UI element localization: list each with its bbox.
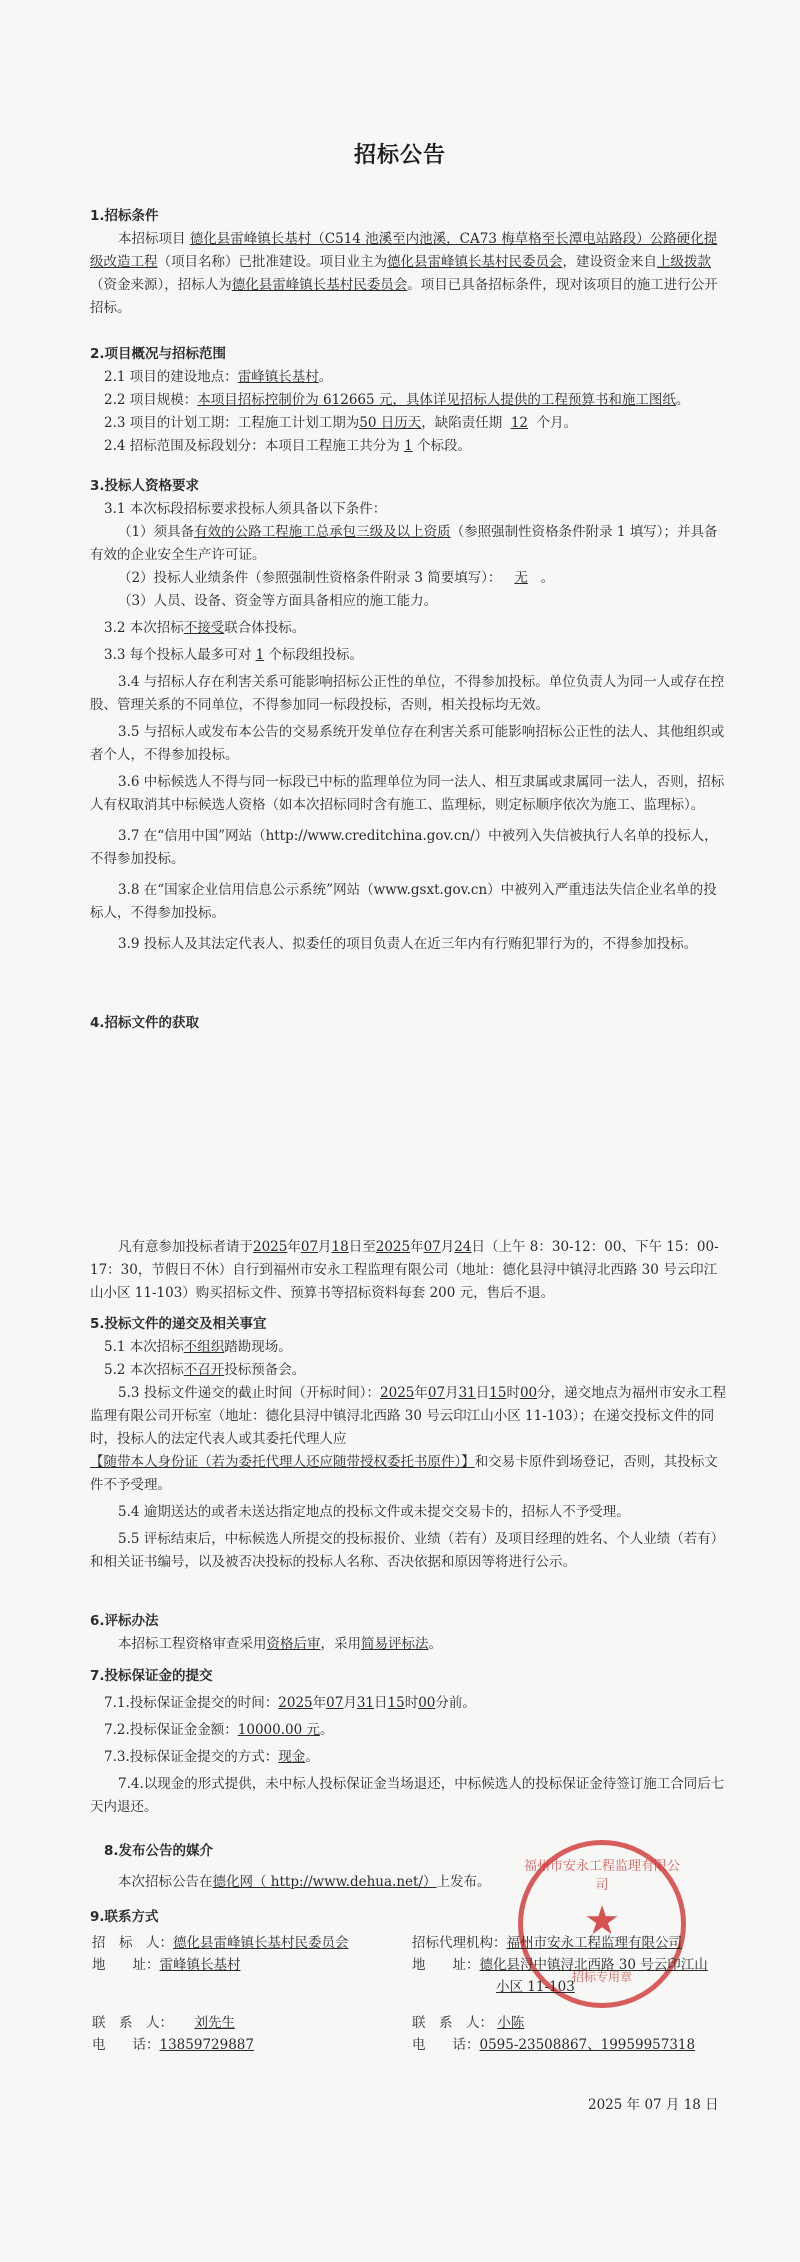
- text: 年: [287, 1239, 301, 1255]
- evaluation-type: 简易评标法: [361, 1636, 429, 1652]
- agency-phone-row: [412, 2034, 722, 2056]
- section-1: [90, 205, 730, 320]
- label: 地 址：: [412, 1957, 480, 1973]
- item-3-6: 3.6 中标候选人不得与同一标段已中标的监理单位为同一法人、相互隶属或隶属同一法人，否则，招标人有权取消其中标候选人资格（如本次招标同时含有施工、监理标，则定标顺序依次为施工、监理标）。: [90, 774, 725, 813]
- text: 个标段组投标。: [268, 647, 363, 663]
- text: 投标预备会。: [224, 1362, 306, 1378]
- end-day: 24: [454, 1239, 472, 1255]
- fund-source: 上级拨款: [657, 254, 711, 270]
- text: 2.2 项目规模：: [104, 392, 198, 408]
- text: 。: [428, 1636, 442, 1652]
- media-link: 德化网（ http://www.dehua.net/）: [212, 1874, 437, 1890]
- section-4-heading: 4.招标文件的获取: [90, 1015, 200, 1031]
- item-2-3: [90, 412, 730, 435]
- text: 。: [305, 1749, 319, 1765]
- text: 2.1 项目的建设地点：: [104, 369, 238, 385]
- deposit-year: 2025: [278, 1695, 313, 1711]
- item-3-1-1: [90, 521, 730, 567]
- deadline-year: 2025: [380, 1385, 415, 1401]
- item-3-3: [90, 644, 730, 667]
- agency-address: 德化县浔中镇浔北西路 30 号云印江山: [479, 1957, 708, 1973]
- section-9-heading: 9.联系方式: [90, 1909, 159, 1925]
- page-title: 招标公告: [353, 143, 446, 168]
- text: 本招标工程资格审查采用: [118, 1636, 267, 1652]
- section-2-heading: 2.项目概况与招标范围: [90, 346, 227, 362]
- item-5-3: [90, 1382, 730, 1497]
- text: 时: [506, 1385, 520, 1401]
- deposit-amount: 10000.00 元: [237, 1722, 320, 1738]
- item-2-4: [90, 435, 730, 458]
- agency-address-row: [412, 1954, 722, 1976]
- item-5-5: 5.5 评标结束后，中标候选人所提交的投标报价、业绩（若有）及项目经理的姓名、个人业绩（若有）和相关证书编号，以及被否决投标的投标人名称、否决依据和原因等将进行公示。: [90, 1531, 725, 1570]
- text: 分，递交地点为福州市安永工程监理有限公司开标室（地址：德化县浔中镇浔北西路 30 号云印江山小区 11-103）；在递交投标文件的同时，投标人的法定代表人或其委托代理人应: [90, 1385, 727, 1447]
- deposit-month: 07: [326, 1695, 344, 1711]
- text: 年: [414, 1385, 428, 1401]
- start-day: 18: [331, 1239, 349, 1255]
- item-3-1: 3.1 本次标段招标要求投标人须具备以下条件：: [104, 501, 387, 517]
- agency-row: [412, 1932, 722, 1954]
- section-6: [90, 1610, 730, 1656]
- end-year: 2025: [375, 1239, 411, 1255]
- section-4: [90, 1012, 730, 1035]
- agency-name: 福州市安永工程监理有限公司: [506, 1935, 682, 1951]
- text: 个月。: [536, 415, 578, 431]
- text: 。: [319, 1722, 334, 1738]
- section-7-heading: 7.投标保证金的提交: [90, 1668, 213, 1684]
- section-1-heading: 1.招标条件: [90, 208, 159, 224]
- section-2: [90, 343, 730, 458]
- text: 分前。: [435, 1695, 476, 1711]
- label: 招 标 人：: [92, 1935, 173, 1951]
- text: 。: [318, 369, 333, 385]
- item-3-8: 3.8 在“国家企业信用信息公示系统”网站（www.gsxt.gov.cn）中被列入严重违法失信企业名单的投标人，不得参加投标。: [90, 882, 717, 921]
- deposit-hour: 15: [387, 1695, 405, 1711]
- text: 7.2.投标保证金金额：: [104, 1722, 238, 1738]
- text: 时: [404, 1695, 419, 1711]
- project-owner: 德化县雷峰镇长基村民委员会: [387, 254, 563, 270]
- text: （1）须具备: [118, 524, 195, 540]
- text: 月: [445, 1385, 459, 1401]
- id-requirement: 【随带本人身份证（若为委托代理人还应随带授权委托书原件）】: [90, 1454, 475, 1470]
- section-5: [90, 1313, 730, 1574]
- start-month: 07: [300, 1239, 319, 1255]
- announcement-date: 2025 年 07 月 18 日: [588, 2097, 719, 2113]
- item-5-4: 5.4 逾期送达的或者未送达指定地点的投标文件或未提交交易卡的，招标人不予受理。: [118, 1504, 630, 1520]
- tenderer-address: 雷峰镇长基村: [159, 1957, 241, 1973]
- site-visit: 不组织: [183, 1339, 225, 1355]
- text: 和交易卡原件到场登记，否则，其投标文件不予受理。: [90, 1454, 718, 1493]
- text: 凡有意参加投标者请于: [118, 1239, 253, 1255]
- purchase-info: [90, 1236, 730, 1305]
- text: 日: [475, 1385, 490, 1401]
- item-5-1: [90, 1336, 730, 1359]
- contact-row: [92, 2012, 412, 2034]
- text: 2.4 招标范围及标段划分：本项目工程施工共分为: [104, 438, 400, 454]
- defect-period: 12: [510, 415, 529, 431]
- item-3-2: [90, 617, 730, 640]
- deposit-method: 现金: [278, 1749, 306, 1765]
- deadline-day: 31: [458, 1385, 476, 1401]
- text: 3.3 每个投标人最多可对: [104, 647, 252, 663]
- tenderer-contact-person: 刘先生: [194, 2015, 235, 2031]
- seal-text: 福州市安永工程监理有限公司: [523, 1859, 680, 1893]
- text: ，缺陷责任期: [421, 415, 503, 431]
- text: 月: [343, 1695, 357, 1711]
- evaluation-method: [90, 1633, 730, 1656]
- text: （参照强制性资格条件附录 1 填写）；并具备有效的企业安全生产许可证。: [90, 524, 718, 563]
- label: 地 址：: [92, 1957, 160, 1973]
- text: 5.3 投标文件递交的截止时间（开标时间）：: [118, 1385, 381, 1401]
- project-name: 德化县雷峰镇长基村（C514 池溪至内池溪，CA73 梅草格至长潭电站路段）公路硬化提级改造工程: [90, 231, 718, 270]
- section-7: [90, 1665, 730, 1819]
- tenderer: 德化县雷峰镇长基村民委员会: [231, 277, 408, 293]
- phone-row: [92, 2034, 412, 2056]
- agency-address-2: 小区 11-103: [496, 1979, 575, 1995]
- agency-contact-person: 小陈: [497, 2015, 525, 2031]
- agency-address-row-2: [412, 1976, 722, 1998]
- deposit-day: 31: [356, 1695, 374, 1711]
- item-5-2: [90, 1359, 730, 1382]
- address-row: [92, 1954, 412, 1976]
- text: 2.3 项目的计划工期：工程施工计划工期为: [104, 415, 360, 431]
- star-icon: ★: [584, 1898, 620, 1944]
- agency-contact-row: [412, 2012, 722, 2034]
- duration: 50 日历天: [359, 415, 422, 431]
- scale: 本项目招标控制价为 612665 元，具体详见招标人提供的工程预算书和施工图纸: [197, 392, 676, 408]
- section-4-body: [90, 1236, 730, 1305]
- text: 5.2 本次招标: [104, 1362, 184, 1378]
- agency-phone: 0595-23508867、19959957318: [479, 2037, 696, 2053]
- text: ，建设资金来自: [562, 254, 657, 270]
- text: 个标段。: [416, 438, 471, 454]
- deadline-hour: 15: [489, 1385, 507, 1401]
- end-month: 07: [423, 1239, 441, 1255]
- deposit-minute: 00: [418, 1695, 436, 1711]
- start-year: 2025: [253, 1239, 288, 1255]
- item-7-2: [90, 1719, 730, 1742]
- agency-contact: [412, 1932, 722, 2056]
- qualification-review: 资格后审: [266, 1636, 321, 1652]
- lot-count: 1: [404, 438, 413, 454]
- performance-requirement: 无: [514, 570, 528, 586]
- section-3: [90, 475, 730, 956]
- seal-bottom-text: 招标专用章: [571, 1970, 632, 1984]
- item-7-4: 7.4.以现金的形式提供，未中标人投标保证金当场退还，中标候选人的投标保证金待签订施工合同后七天内退还。: [90, 1776, 725, 1815]
- section-8-heading: 8.发布公告的媒介: [104, 1843, 214, 1859]
- section-3-heading: 3.投标人资格要求: [90, 478, 200, 494]
- label: 联 系 人：: [92, 2015, 173, 2031]
- item-3-5: 3.5 与招标人或发布本公告的交易系统开发单位存在利害关系可能影响招标公正性的法人、其他组织或者个人，不得参加投标。: [90, 724, 725, 763]
- label: 联 系 人：: [412, 2015, 493, 2031]
- text: 。: [540, 570, 555, 586]
- section-1-body: [90, 228, 730, 320]
- text: 。项目已具备招标条件，现对该项目的施工进行公开招标。: [90, 277, 718, 316]
- location: 雷峰镇长基村: [237, 369, 319, 385]
- deadline-minute: 00: [519, 1385, 538, 1401]
- text: （资金来源），招标人为: [90, 277, 232, 293]
- item-3-1-3: （3）人员、设备、资金等方面具备相应的施工能力。: [118, 593, 438, 609]
- text: 日（上午 8：30-12：00、下午 15：00-17：30，节假日不休）自行到福州市安永工程监理有限公司（地址：德化县浔中镇浔北西路 30 号云印江山小区 11-103）购买招标文件、预算书等招标资料每套 200 元，售后不退。: [90, 1239, 719, 1301]
- text: 7.3.投标保证金提交的方式：: [104, 1749, 279, 1765]
- item-7-3: [90, 1746, 730, 1769]
- item-3-9: 3.9 投标人及其法定代表人、拟委任的项目负责人在近三年内有行贿犯罪行为的，不得参加投标。: [118, 936, 698, 952]
- text: 本招标项目: [118, 231, 190, 247]
- consortium: 不接受: [183, 620, 225, 636]
- text: 。: [675, 392, 690, 408]
- text: 年: [410, 1239, 424, 1255]
- item-2-2: [90, 389, 730, 412]
- text: 上发布。: [436, 1874, 491, 1890]
- pre-bid-meeting: 不召开: [183, 1362, 225, 1378]
- text: 日: [374, 1695, 388, 1711]
- text: 踏勘现场。: [224, 1339, 292, 1355]
- text: ，采用: [320, 1636, 361, 1652]
- text: 联合体投标。: [224, 620, 306, 636]
- item-3-4: 3.4 与招标人存在利害关系可能影响招标公正性的单位，不得参加投标。单位负责人为同一人或存在控股、管理关系的不同单位，不得参加同一标段投标，否则，相关投标均无效。: [90, 674, 725, 713]
- item-3-1-2: [90, 567, 730, 590]
- section-5-heading: 5.投标文件的递交及相关事宜: [90, 1316, 267, 1332]
- tenderer-row: [92, 1932, 412, 1954]
- label: 电 话：: [412, 2037, 480, 2053]
- item-7-1: [90, 1692, 730, 1715]
- text: 年: [312, 1695, 327, 1711]
- max-lots: 1: [255, 647, 265, 663]
- label: 电 话：: [92, 2037, 160, 2053]
- qualification: 有效的公路工程施工总承包三级及以上资质: [194, 524, 451, 540]
- text: 本次招标公告在: [118, 1874, 213, 1890]
- item-2-1: [90, 366, 730, 389]
- text: （项目名称）已批准建设。项目业主为: [157, 254, 387, 270]
- text: 3.2 本次招标: [104, 620, 184, 636]
- label: 招标代理机构：: [412, 1935, 507, 1951]
- text: 月: [318, 1239, 332, 1255]
- text: 5.1 本次招标: [104, 1339, 184, 1355]
- text: 7.1.投标保证金提交的时间：: [104, 1695, 279, 1711]
- tenderer-contact: [92, 1932, 412, 2056]
- deadline-month: 07: [427, 1385, 446, 1401]
- text: （2）投标人业绩条件（参照强制性资格条件附录 3 简要填写）：: [118, 570, 502, 586]
- section-6-heading: 6.评标办法: [90, 1613, 159, 1629]
- item-3-7: 3.7 在“信用中国”网站（http://www.creditchina.gov.cn/）中被列入失信被执行人名单的投标人，不得参加投标。: [90, 828, 718, 867]
- text: 月: [440, 1239, 455, 1255]
- tenderer-name: 德化县雷峰镇长基村民委员会: [173, 1935, 349, 1951]
- text: 日至: [348, 1239, 376, 1255]
- tenderer-phone: 13859729887: [159, 2037, 254, 2053]
